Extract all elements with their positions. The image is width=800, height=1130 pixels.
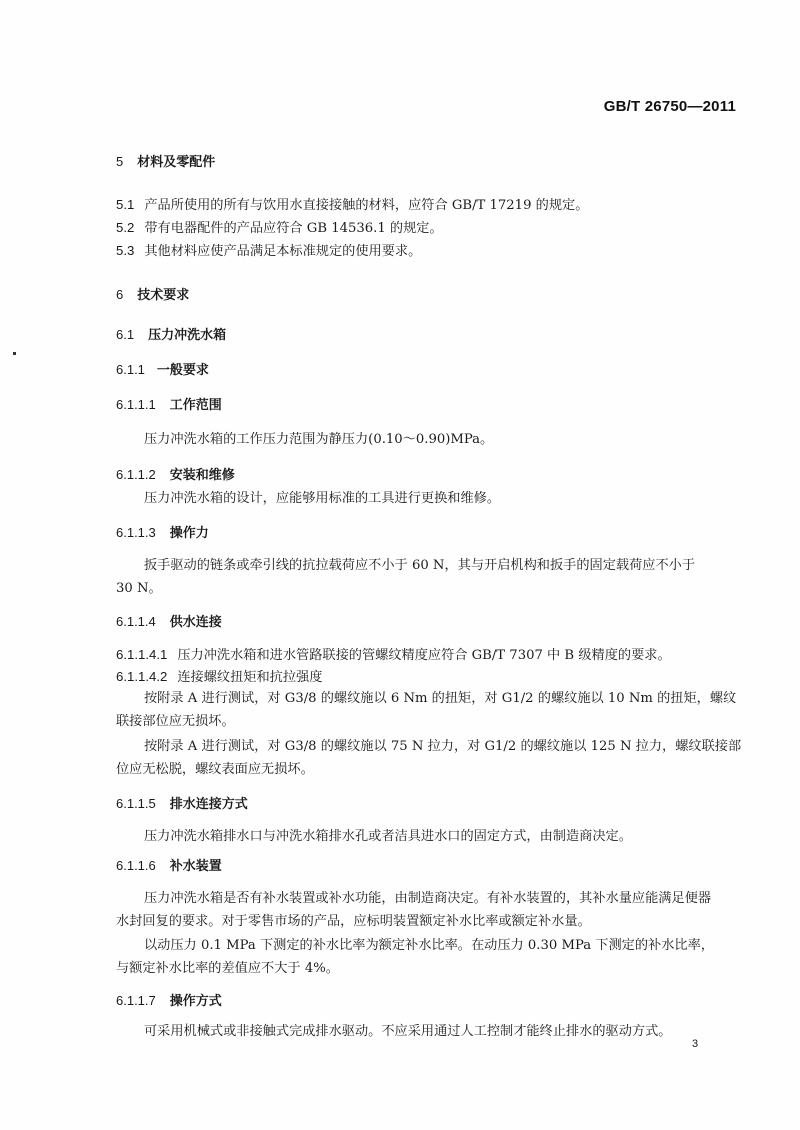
clause-number: 5.1 [116,197,135,212]
section-number: 6.1.1.4 [116,614,156,629]
clause-6-1-1-4-2 [116,668,322,687]
clause-5-2 [116,219,443,238]
paragraph: 压力冲洗水箱是否有补水装置或补水功能，由制造商决定。有补水装置的，其补水量应能满足便器 [144,891,712,906]
scan-speck [13,352,16,355]
section-heading-6-1-1-3 [116,524,209,543]
section-title: 供水连接 [169,615,222,630]
paragraph: 按附录 A 进行测试，对 G3/8 的螺纹施以 6 Nm 的扭矩，对 G1/2 的螺纹施以 10 Nm 的扭矩，螺纹 [144,691,737,706]
section-number: 6.1.1.1 [116,397,156,412]
paragraph-continuation: 30 N。 [116,581,162,596]
clause-text: 连接螺纹扭矩和抗拉强度 [177,670,323,685]
clause-number: 5.3 [116,243,135,258]
section-title: 材料及零配件 [137,155,216,170]
section-heading-6-1-1-7 [116,992,222,1011]
section-heading-6-1-1-5 [116,795,248,814]
section-heading-6-1-1 [116,361,209,380]
clause-number: 6.1.1.4.1 [116,647,168,662]
section-title: 操作力 [169,526,209,541]
page-number: 3 [692,1038,699,1050]
section-heading-5 [116,153,215,172]
paragraph: 以动压力 0.1 MPa 下测定的补水比率为额定补水比率。在动压力 0.30 MPa 下测定的补水比率， [144,938,714,953]
section-heading-6 [116,286,189,305]
section-number: 6.1 [116,327,135,342]
standard-code-header: GB/T 26750—2011 [603,98,736,115]
clause-number: 5.2 [116,220,135,235]
paragraph: 可采用机械式或非接触式完成排水驱动。不应采用通过人工控制才能终止排水的驱动方式。 [144,1024,672,1039]
clause-5-1 [116,196,588,215]
section-number: 6 [116,287,124,302]
paragraph-continuation: 位应无松脱，螺纹表面应无损坏。 [116,762,314,777]
paragraph: 压力冲洗水箱的工作压力范围为静压力(0.10～0.90)MPa。 [144,432,494,447]
paragraph-continuation: 与额定补水比率的差值应不大于 4%。 [116,961,339,976]
clause-text: 其他材料应使产品满足本标准规定的使用要求。 [144,244,422,259]
section-number: 6.1.1.2 [116,467,156,482]
clause-number: 6.1.1.4.2 [116,669,168,684]
clause-text: 产品所使用的所有与饮用水直接接触的材料，应符合 GB/T 17219 的规定。 [144,198,589,213]
section-title: 排水连接方式 [169,797,248,812]
paragraph: 扳手驱动的链条或牵引线的抗拉载荷应不小于 60 N，其与开启机构和扳手的固定载荷应不小于 [144,558,696,573]
section-number: 6.1.1.5 [116,796,156,811]
section-title: 压力冲洗水箱 [148,328,227,343]
section-title: 一般要求 [156,363,209,378]
section-heading-6-1 [116,326,226,345]
paragraph-continuation: 水封回复的要求。对于零售市场的产品，应标明装置额定补水比率或额定补水量。 [116,914,591,929]
section-number: 6.1.1.7 [116,993,156,1008]
paragraph-continuation: 联接部位应无损坏。 [116,714,235,729]
section-title: 工作范围 [169,398,222,413]
section-heading-6-1-1-4 [116,613,222,632]
section-title: 技术要求 [137,288,190,303]
section-number: 6.1.1.3 [116,525,156,540]
section-title: 操作方式 [169,994,222,1009]
section-number: 6.1.1.6 [116,858,156,873]
section-heading-6-1-1-1 [116,396,222,415]
clause-text: 压力冲洗水箱和进水管路联接的管螺纹精度应符合 GB/T 7307 中 B 级精度的要求。 [177,648,671,663]
section-heading-6-1-1-2 [116,466,235,485]
section-number: 5 [116,154,124,169]
section-number: 6.1.1 [116,362,145,377]
clause-6-1-1-4-1 [116,646,671,665]
paragraph: 压力冲洗水箱排水口与冲洗水箱排水孔或者洁具进水口的固定方式，由制造商决定。 [144,829,632,844]
paragraph: 压力冲洗水箱的设计，应能够用标准的工具进行更换和维修。 [144,491,501,506]
section-heading-6-1-1-6 [116,857,222,876]
section-title: 补水装置 [169,859,222,874]
paragraph: 按附录 A 进行测试，对 G3/8 的螺纹施以 75 N 拉力，对 G1/2 的螺纹施以 125 N 拉力，螺纹联接部 [144,739,742,754]
section-title: 安装和维修 [169,468,235,483]
clause-5-3 [116,242,421,261]
clause-text: 带有电器配件的产品应符合 GB 14536.1 的规定。 [144,221,443,236]
